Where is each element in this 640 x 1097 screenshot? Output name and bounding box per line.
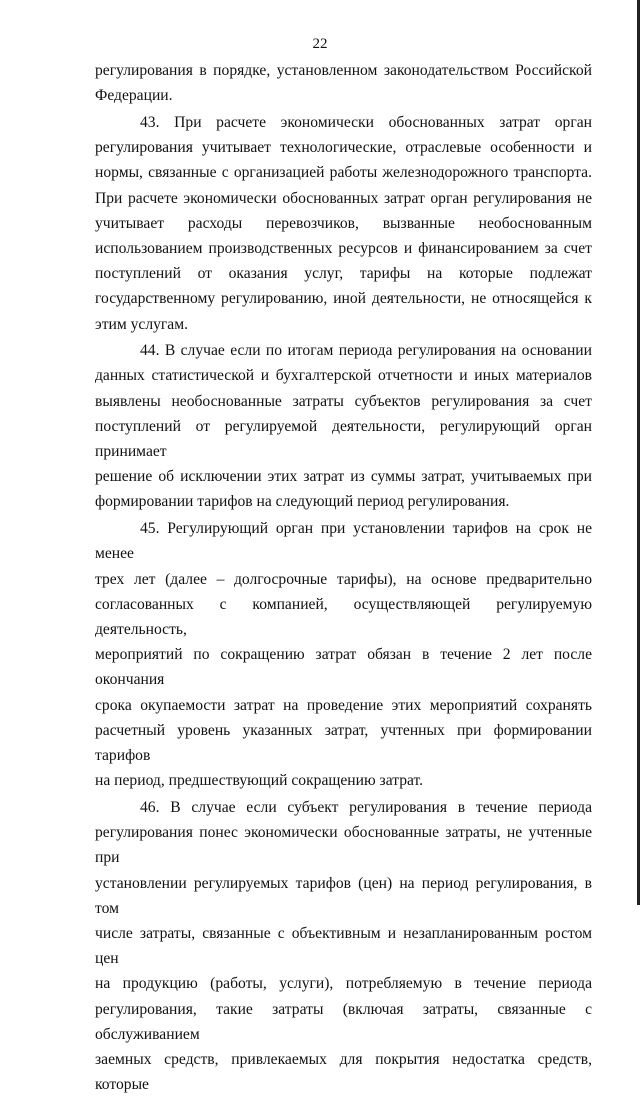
text-line: государственному регулированию, иной деятельности, не относящейся к [95,290,592,308]
text-line: Федерации. [95,87,173,105]
text-line: регулирования понес экономически обоснованные затраты, не учтенные при [95,824,592,867]
text-line: числе затраты, связанные с объективным и незапланированным ростом цен [95,924,592,968]
text-line: учитывает расходы перевозчиков, вызванные необоснованным [95,214,592,232]
text-line: расчетный уровень указанных затрат, учтенных при формировании тарифов [95,721,592,764]
text-line: мероприятий по сокращению затрат обязан в течение 2 лет после окончания [95,646,592,689]
text-line: 45. Регулирующий орган при установлении тарифов на срок не менее [95,520,592,563]
text-line: 44. В случае если по итогам периода регулирования на основании [140,342,592,360]
paragraph-46 [95,795,592,1097]
text-line: заемных средств, привлекаемых для покрытия недостатка средств, которые [95,1050,592,1094]
text-line: регулирования, такие затраты (включая затраты, связанные с обслуживанием [95,1000,592,1043]
text-line: выявлены необоснованные затраты субъектов регулирования за счет [95,392,592,410]
text-line: поступлений от оказания услуг, тарифы на которые подлежат [95,265,592,283]
text-line: При расчете экономически обоснованных затрат орган регулирования не [95,189,592,207]
text-line: установлении регулируемых тарифов (цен) на период регулирования, в том [95,874,592,917]
text-line: регулирования учитывает технологические, отраслевые особенности и [95,139,592,157]
text-line: на продукцию (работы, услуги), потребляемую в течение периода [95,975,592,993]
paragraph-44 [95,338,592,514]
text-line: решение об исключении этих затрат из суммы затрат, учитываемых при [95,468,592,486]
text-line: согласованных с компанией, осуществляющей регулируемую деятельность, [95,595,592,638]
text-line: нормы, связанные с организацией работы железнодорожного транспорта. [95,164,592,182]
text-line: трех лет (далее – долгосрочные тарифы), на основе предварительно [95,570,592,588]
paragraph-43 [95,110,592,337]
text-line: на период, предшествующий сокращению затрат. [95,772,424,790]
text-line: данных статистической и бухгалтерской отчетности и иных материалов [95,367,592,385]
text-line: регулирования в порядке, установленном законодательством Российской [95,62,592,79]
text-line: формировании тарифов на следующий период регулирования. [95,493,510,511]
text-line: этим услугам. [95,315,188,333]
text-line: использованием производственных ресурсов и финансированием за счет [95,239,592,257]
paragraph-45 [95,516,592,793]
text-line: 46. В случае если субъект регулирования в течение периода [140,798,592,816]
document-body [95,58,592,1097]
text-line: 43. При расчете экономически обоснованных затрат орган [140,113,592,131]
paragraph-continuation [95,58,592,108]
text-line: срока окупаемости затрат на проведение этих мероприятий сохранять [95,696,592,714]
page-number: 22 [312,36,328,52]
text-line: поступлений от регулируемой деятельности, регулирующий орган принимает [95,417,592,461]
